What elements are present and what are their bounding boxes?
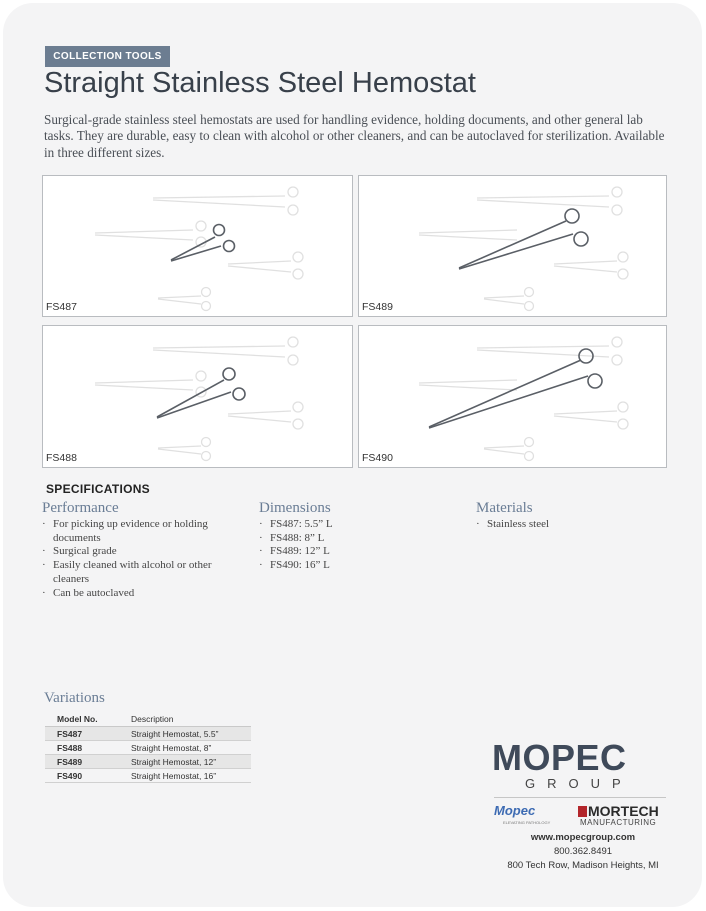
table-row bbox=[45, 727, 251, 741]
table-header-row bbox=[45, 712, 251, 727]
table-cell: Straight Hemostat, 12” bbox=[119, 755, 251, 769]
mortech-mark-icon bbox=[578, 806, 587, 817]
dimensions-heading: Dimensions bbox=[259, 500, 331, 516]
table-row bbox=[45, 769, 251, 783]
materials-heading: Materials bbox=[476, 500, 533, 516]
specifications-heading: SPECIFICATIONS bbox=[46, 482, 150, 496]
mortech-wordmark: MORTECH bbox=[588, 803, 659, 819]
website-link[interactable]: www.mopecgroup.com bbox=[530, 832, 636, 843]
list-item: · Stainless steel bbox=[476, 518, 656, 532]
list-item: · FS490: 16” L bbox=[259, 559, 439, 573]
table-cell: FS490 bbox=[45, 769, 119, 783]
hemostat-image bbox=[359, 176, 668, 318]
category-tag: COLLECTION TOOLS bbox=[45, 46, 170, 67]
list-item: · Surgical grade bbox=[42, 545, 242, 559]
list-item: · FS487: 5.5” L bbox=[259, 518, 439, 532]
performance-heading: Performance bbox=[42, 500, 119, 516]
hemostat-image bbox=[359, 326, 668, 469]
photo-label: FS487 bbox=[46, 301, 77, 313]
product-photo-fs490 bbox=[358, 325, 667, 468]
list-item: · Can be autoclaved bbox=[42, 587, 242, 601]
photo-label: FS490 bbox=[362, 452, 393, 464]
performance-list bbox=[42, 518, 242, 600]
table-cell: Straight Hemostat, 5.5” bbox=[119, 727, 251, 741]
table-cell: FS488 bbox=[45, 741, 119, 755]
address: 800 Tech Row, Madison Heights, MI bbox=[507, 860, 659, 871]
table-cell: Straight Hemostat, 8” bbox=[119, 741, 251, 755]
table-cell: FS487 bbox=[45, 727, 119, 741]
intro-paragraph: Surgical-grade stainless steel hemostats are used for handling evidence, holding documents, and other general lab tasks. They are durable, easy to clean with alcohol or other cleaners, and can be autoclaved for sterilization. Available in three different sizes. bbox=[44, 112, 665, 160]
product-photo-fs487 bbox=[42, 175, 353, 317]
table-row bbox=[45, 755, 251, 769]
column-header: Model No. bbox=[45, 712, 119, 727]
hemostat-image bbox=[43, 326, 354, 469]
photo-label: FS489 bbox=[362, 301, 393, 313]
mopec-tagline: ELEVATING PATHOLOGY bbox=[503, 820, 551, 825]
divider bbox=[494, 797, 666, 798]
list-item: · FS488: 8” L bbox=[259, 532, 439, 546]
product-photo-fs488 bbox=[42, 325, 353, 468]
variations-table bbox=[45, 712, 251, 783]
dimensions-list bbox=[259, 518, 439, 573]
materials-list bbox=[476, 518, 656, 532]
table-cell: FS489 bbox=[45, 755, 119, 769]
list-item: · FS489: 12” L bbox=[259, 545, 439, 559]
mortech-subline: MANUFACTURING bbox=[580, 818, 657, 827]
variations-heading: Variations bbox=[44, 690, 105, 706]
list-item: · For picking up evidence or holding documents bbox=[42, 518, 242, 545]
group-wordmark: GROUP bbox=[525, 776, 633, 791]
page-sheet bbox=[3, 3, 702, 907]
mopec-logo: MOPEC bbox=[492, 737, 627, 778]
page-title: Straight Stainless Steel Hemostat bbox=[44, 67, 476, 99]
list-item: · Easily cleaned with alcohol or other cleaners bbox=[42, 559, 213, 586]
phone-number: 800.362.8491 bbox=[553, 846, 613, 857]
hemostat-image bbox=[43, 176, 354, 318]
photo-label: FS488 bbox=[46, 452, 77, 464]
product-photo-fs489 bbox=[358, 175, 667, 317]
column-header: Description bbox=[119, 712, 251, 727]
mortech-logo bbox=[578, 803, 659, 819]
table-cell: Straight Hemostat, 16” bbox=[119, 769, 251, 783]
table-row bbox=[45, 741, 251, 755]
mopec-sub-logo: Mopec bbox=[494, 803, 536, 818]
